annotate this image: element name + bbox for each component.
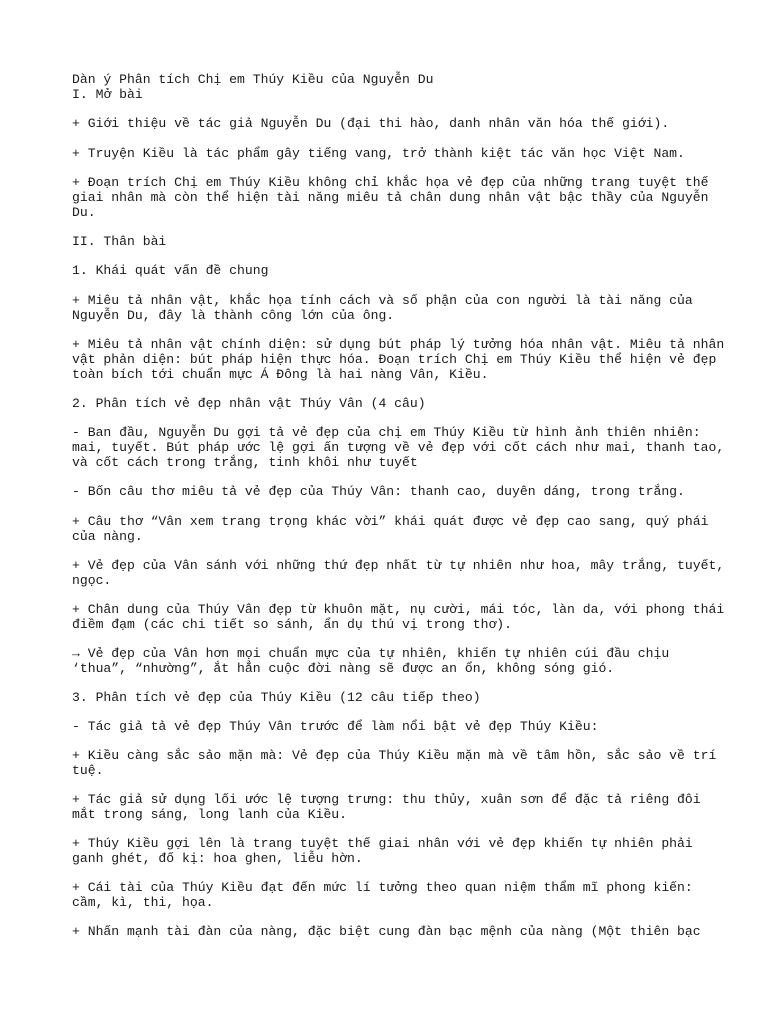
text-line: + Giới thiệu về tác giả Nguyễn Du (đại thi hào, danh nhân văn hóa thế giới).	[72, 116, 670, 131]
text-line: + Chân dung của Thúy Vân đẹp từ khuôn mặt, nụ cười, mái tóc, làn da, với phong thái	[72, 602, 725, 617]
text-line: + Kiều càng sắc sảo mặn mà: Vẻ đẹp của Thúy Kiều mặn mà về tâm hồn, sắc sảo về trí	[72, 748, 717, 763]
text-line: - Tác giả tả vẻ đẹp Thúy Vân trước để làm nổi bật vẻ đẹp Thúy Kiều:	[72, 719, 599, 734]
text-line: + Miêu tả nhân vật chính diện: sử dụng bút pháp lý tưởng hóa nhân vật. Miêu tả nhân	[72, 337, 725, 352]
text-line: ‘thua”, “nhường”, ắt hẳn cuộc đời nàng sẽ được an ổn, không sóng gió.	[72, 661, 615, 676]
text-line: + Vẻ đẹp của Vân sánh với những thứ đẹp nhất từ tự nhiên như hoa, mây trắng, tuyết,	[72, 558, 725, 573]
text-line: + Thúy Kiều gợi lên là trang tuyệt thế giai nhân với vẻ đẹp khiến tự nhiên phải	[72, 836, 693, 851]
text-line: vật phản diện: bút pháp hiện thực hóa. Đoạn trích Chị em Thúy Kiều thể hiện vẻ đẹp	[72, 352, 717, 367]
text-line: điềm đạm (các chi tiết so sánh, ẩn dụ thú vị trong thơ).	[72, 617, 513, 632]
text-line: và cốt cách trong trắng, tinh khôi như tuyết	[72, 455, 418, 470]
text-line: Du.	[72, 205, 96, 220]
text-line: ganh ghét, đố kị: hoa ghen, liễu hờn.	[72, 851, 363, 866]
text-line: toàn bích tới chuẩn mực Á Đông là hai nàng Vân, Kiều.	[72, 367, 489, 382]
text-line: + Nhấn mạnh tài đàn của nàng, đặc biệt cung đàn bạc mệnh của nàng (Một thiên bạc	[72, 924, 701, 939]
text-line: Nguyễn Du, đây là thành công lớn của ông.	[72, 308, 395, 323]
text-line: ngọc.	[72, 573, 112, 588]
document-title: Dàn ý Phân tích Chị em Thúy Kiều của Nguyễn Du	[72, 72, 434, 87]
text-line: - Ban đầu, Nguyễn Du gợi tả vẻ đẹp của chị em Thúy Kiều từ hình ảnh thiên nhiên:	[72, 425, 701, 440]
subsection-heading: 1. Khái quát vấn đề chung	[72, 263, 269, 278]
text-line: + Câu thơ “Vân xem trang trọng khác vời” khái quát được vẻ đẹp cao sang, quý phái	[72, 514, 709, 529]
subsection-heading: 2. Phân tích vẻ đẹp nhân vật Thúy Vân (4 câu)	[72, 396, 426, 411]
text-line: cầm, kì, thi, họa.	[72, 895, 214, 910]
text-line: của nàng.	[72, 529, 143, 544]
text-line: - Bốn câu thơ miêu tả vẻ đẹp của Thúy Vân: thanh cao, duyên dáng, trong trắng.	[72, 484, 685, 499]
text-line: mai, tuyết. Bút pháp ước lệ gợi ấn tượng về vẻ đẹp với cốt cách như mai, thanh tao,	[72, 440, 725, 455]
text-line: + Đoạn trích Chị em Thúy Kiều không chỉ khắc họa vẻ đẹp của những trang tuyệt thế	[72, 175, 709, 190]
text-line: + Cái tài của Thúy Kiều đạt đến mức lí tưởng theo quan niệm thẩm mĩ phong kiến:	[72, 880, 693, 895]
text-line: → Vẻ đẹp của Vân hơn mọi chuẩn mực của tự nhiên, khiến tự nhiên cúi đầu chịu	[72, 646, 670, 661]
text-line: mắt trong sáng, long lanh của Kiều.	[72, 807, 348, 822]
text-line: + Truyện Kiều là tác phẩm gây tiếng vang, trở thành kiệt tác văn học Việt Nam.	[72, 146, 685, 161]
section-heading: I. Mở bài	[72, 87, 143, 102]
text-line: + Miêu tả nhân vật, khắc họa tính cách và số phận của con người là tài năng của	[72, 293, 693, 308]
text-line: + Tác giả sử dụng lối ước lệ tượng trưng: thu thủy, xuân sơn để đặc tả riêng đôi	[72, 792, 701, 807]
subsection-heading: 3. Phân tích vẻ đẹp của Thúy Kiều (12 câu tiếp theo)	[72, 690, 481, 705]
text-line: tuệ.	[72, 763, 104, 778]
section-heading: II. Thân bài	[72, 234, 167, 249]
text-line: giai nhân mà còn thể hiện tài năng miêu tả chân dung nhân vật bậc thầy của Nguyễn	[72, 190, 709, 205]
